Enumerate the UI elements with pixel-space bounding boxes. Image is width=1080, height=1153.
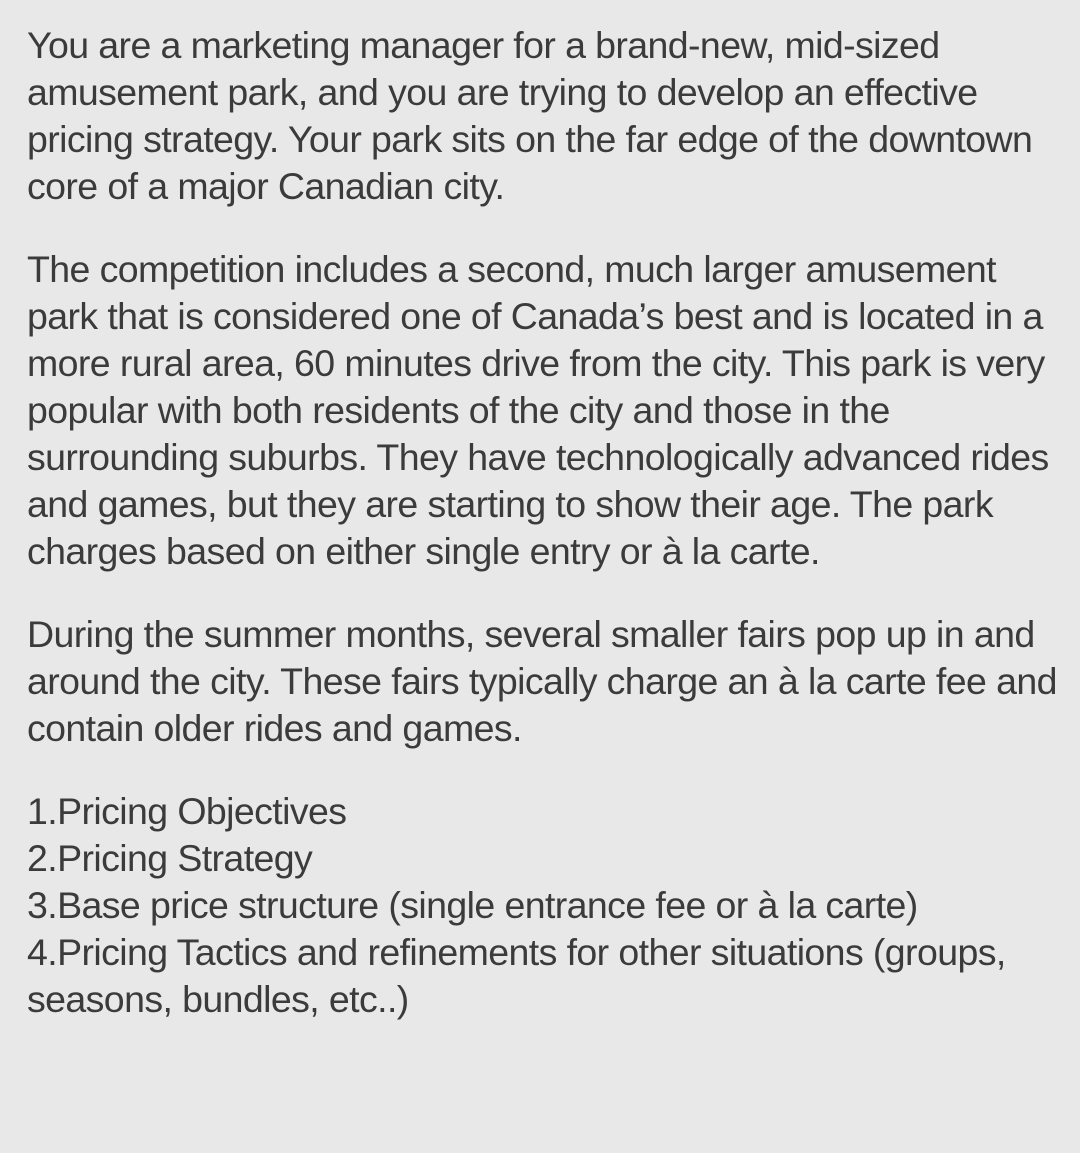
paragraph-intro: You are a marketing manager for a brand-new, mid-sized amusement park, and you are trying to develop an effective pricing strategy. Your park sits on the far edge of the downtown core of a major Canadian city. <box>27 24 1033 207</box>
list-item: 2.Pricing Strategy <box>27 837 313 879</box>
task-list <box>27 788 1067 1023</box>
document-body <box>27 22 1067 1023</box>
list-item: 1.Pricing Objectives <box>27 790 347 832</box>
paragraph-competition: The competition includes a second, much larger amusement park that is considered one of Canada’s best and is located in a more rural area, 60 minutes drive from the city. This park is very popular with both residents of the city and those in the surrounding suburbs. They have technologically advanced rides and games, but they are starting to show their age. The park charges based on either single entry or à la carte. <box>27 248 1049 572</box>
list-item: 4.Pricing Tactics and refinements for other situations (groups, seasons, bundles, etc..) <box>27 931 1006 1020</box>
paragraph-fairs: During the summer months, several smaller fairs pop up in and around the city. These fairs typically charge an à la carte fee and contain older rides and games. <box>27 613 1057 749</box>
list-item: 3.Base price structure (single entrance fee or à la carte) <box>27 884 918 926</box>
